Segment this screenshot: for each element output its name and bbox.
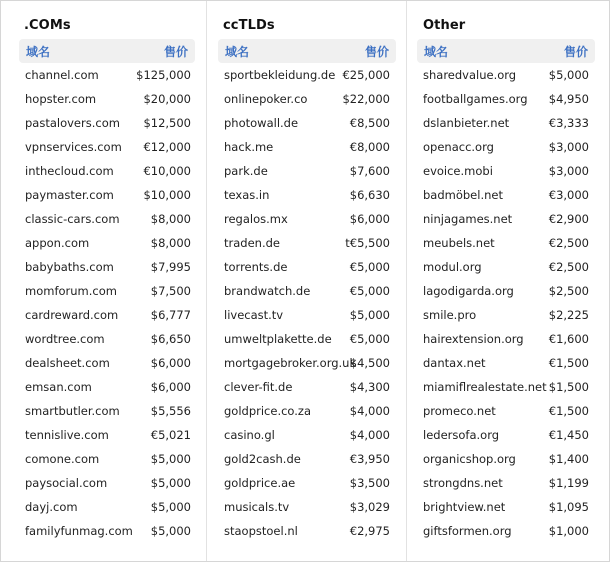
column-divider xyxy=(206,1,207,561)
header-price-label: 售价 xyxy=(364,45,389,59)
table-row xyxy=(25,327,191,351)
price-value: $6,000 xyxy=(150,356,191,370)
domain-link[interactable]: vpnservices.com xyxy=(25,140,122,154)
header-domain-label: 域名 xyxy=(424,45,449,59)
price-value: $5,000 xyxy=(150,524,191,538)
domain-link[interactable]: hairextension.org xyxy=(423,332,524,346)
table-row xyxy=(25,519,191,543)
domain-link[interactable]: momforum.com xyxy=(25,284,117,298)
price-value: $3,000 xyxy=(548,140,589,154)
table-row xyxy=(224,495,390,519)
domain-link[interactable]: sportbekleidung.de xyxy=(224,68,336,82)
header-domain-label: 域名 xyxy=(26,45,51,59)
domain-link[interactable]: familyfunmag.com xyxy=(25,524,133,538)
table-row xyxy=(224,375,390,399)
table-row xyxy=(224,111,390,135)
column-title: ccTLDs xyxy=(223,18,275,33)
domain-link[interactable]: smile.pro xyxy=(423,308,477,322)
table-row xyxy=(25,399,191,423)
domain-link[interactable]: staopstoel.nl xyxy=(224,524,298,538)
price-value: $7,500 xyxy=(150,284,191,298)
column-header xyxy=(218,39,396,63)
table-row xyxy=(423,63,589,87)
price-value: $8,000 xyxy=(150,236,191,250)
price-value: $1,000 xyxy=(548,524,589,538)
domain-link[interactable]: clever-fit.de xyxy=(224,380,293,394)
domain-link[interactable]: sharedvalue.org xyxy=(423,68,517,82)
domain-link[interactable]: gold2cash.de xyxy=(224,452,301,466)
table-row xyxy=(25,183,191,207)
table-row xyxy=(423,87,589,111)
header-price-label: 售价 xyxy=(163,45,188,59)
domain-link[interactable]: hopster.com xyxy=(25,92,97,106)
table-row xyxy=(423,471,589,495)
domain-link[interactable]: umweltplakette.de xyxy=(224,332,332,346)
price-value: $1,095 xyxy=(548,500,589,514)
table-row xyxy=(224,231,390,255)
table-row xyxy=(423,207,589,231)
price-value: $4,500 xyxy=(349,356,390,370)
domain-link[interactable]: cardreward.com xyxy=(25,308,119,322)
table-row xyxy=(423,255,589,279)
domain-link[interactable]: openacc.org xyxy=(423,140,494,154)
table-row xyxy=(224,519,390,543)
price-value: €1,450 xyxy=(548,428,589,442)
table-row xyxy=(423,303,589,327)
table-row xyxy=(25,447,191,471)
price-value: €5,000 xyxy=(349,332,390,346)
domain-link[interactable]: ninjagames.net xyxy=(423,212,513,226)
domain-link[interactable]: promeco.net xyxy=(423,404,496,418)
table-row xyxy=(423,375,589,399)
domain-link[interactable]: paymaster.com xyxy=(25,188,114,202)
price-value: €12,000 xyxy=(143,140,191,154)
table-row xyxy=(423,495,589,519)
table-row xyxy=(25,111,191,135)
price-value: $5,000 xyxy=(150,452,191,466)
domain-link[interactable]: badmöbel.net xyxy=(423,188,503,202)
price-value: €5,021 xyxy=(150,428,191,442)
price-value: $5,000 xyxy=(150,500,191,514)
table-row xyxy=(224,399,390,423)
domain-link[interactable]: lagodigarda.org xyxy=(423,284,514,298)
price-value: €1,600 xyxy=(548,332,589,346)
price-value: $4,950 xyxy=(548,92,589,106)
domain-list xyxy=(224,63,390,543)
domain-link[interactable]: inthecloud.com xyxy=(25,164,114,178)
domain-link[interactable]: ledersofa.org xyxy=(423,428,500,442)
domain-link[interactable]: strongdns.net xyxy=(423,476,503,490)
domain-link[interactable]: tennislive.com xyxy=(25,428,109,442)
price-value: $5,000 xyxy=(548,68,589,82)
domain-link[interactable]: goldprice.ae xyxy=(224,476,296,490)
domain-link[interactable]: meubels.net xyxy=(423,236,495,250)
table-row xyxy=(224,471,390,495)
price-value: $10,000 xyxy=(143,188,191,202)
table-row xyxy=(224,207,390,231)
domain-link[interactable]: mortgagebroker.org.uk xyxy=(224,356,357,370)
price-value: €1,500 xyxy=(548,356,589,370)
price-value: $3,000 xyxy=(548,164,589,178)
table-row xyxy=(25,87,191,111)
price-value: $1,199 xyxy=(548,476,589,490)
column-cctlds xyxy=(218,1,396,561)
price-value: €25,000 xyxy=(342,68,390,82)
domain-link[interactable]: channel.com xyxy=(25,68,99,82)
table-row xyxy=(25,279,191,303)
price-value: €8,500 xyxy=(349,116,390,130)
price-value: $3,500 xyxy=(349,476,390,490)
table-row xyxy=(224,135,390,159)
table-row xyxy=(25,495,191,519)
table-row xyxy=(25,471,191,495)
domain-link[interactable]: musicals.tv xyxy=(224,500,290,514)
table-row xyxy=(25,135,191,159)
domain-link[interactable]: dantax.net xyxy=(423,356,486,370)
table-row xyxy=(423,399,589,423)
table-row xyxy=(423,519,589,543)
table-row xyxy=(25,375,191,399)
table-row xyxy=(224,327,390,351)
price-value: $1,500 xyxy=(548,380,589,394)
price-value: €1,500 xyxy=(548,404,589,418)
table-row xyxy=(423,135,589,159)
domain-link[interactable]: pastalovers.com xyxy=(25,116,120,130)
table-row xyxy=(224,63,390,87)
price-value: $3,029 xyxy=(349,500,390,514)
domain-link[interactable]: wordtree.com xyxy=(25,332,105,346)
table-row xyxy=(25,351,191,375)
header-domain-label: 域名 xyxy=(225,45,250,59)
table-row xyxy=(423,111,589,135)
column-divider xyxy=(406,1,407,561)
domain-list xyxy=(25,63,191,543)
price-value: €10,000 xyxy=(143,164,191,178)
domain-link[interactable]: evoice.mobi xyxy=(423,164,493,178)
column-title: Other xyxy=(423,18,466,33)
table-row xyxy=(25,207,191,231)
price-value: $4,300 xyxy=(349,380,390,394)
column-coms xyxy=(19,1,195,561)
domain-link[interactable]: livecast.tv xyxy=(224,308,284,322)
price-value: €3,000 xyxy=(548,188,589,202)
domain-link[interactable]: miamiflrealestate.net xyxy=(423,380,547,394)
table-row xyxy=(25,423,191,447)
price-value: €2,975 xyxy=(349,524,390,538)
domain-link[interactable]: modul.org xyxy=(423,260,482,274)
column-header xyxy=(417,39,595,63)
domain-link[interactable]: emsan.com xyxy=(25,380,92,394)
price-value: $12,500 xyxy=(143,116,191,130)
domain-link[interactable]: hack.me xyxy=(224,140,274,154)
domain-link[interactable]: footballgames.org xyxy=(423,92,528,106)
price-value: €5,000 xyxy=(349,260,390,274)
domain-link[interactable]: regalos.mx xyxy=(224,212,288,226)
domain-link[interactable]: park.de xyxy=(224,164,268,178)
table-row xyxy=(423,447,589,471)
price-value: €5,000 xyxy=(349,284,390,298)
table-row xyxy=(423,327,589,351)
price-value: $6,000 xyxy=(349,212,390,226)
domain-link[interactable]: paysocial.com xyxy=(25,476,108,490)
table-row xyxy=(224,423,390,447)
price-value: $5,000 xyxy=(150,476,191,490)
price-value: $4,000 xyxy=(349,428,390,442)
table-row xyxy=(25,303,191,327)
table-row xyxy=(423,231,589,255)
column-other xyxy=(417,1,595,561)
table-row xyxy=(25,159,191,183)
domain-link[interactable]: onlinepoker.co xyxy=(224,92,308,106)
domain-link[interactable]: appon.com xyxy=(25,236,90,250)
domain-link[interactable]: traden.de xyxy=(224,236,280,250)
price-value: $6,777 xyxy=(150,308,191,322)
table-row xyxy=(224,279,390,303)
price-value: $20,000 xyxy=(143,92,191,106)
price-value: $125,000 xyxy=(136,68,191,82)
price-value: €8,000 xyxy=(349,140,390,154)
domain-link[interactable]: torrents.de xyxy=(224,260,288,274)
price-value: $2,500 xyxy=(548,284,589,298)
column-header xyxy=(19,39,195,63)
price-value: $2,225 xyxy=(548,308,589,322)
table-row xyxy=(224,87,390,111)
domain-link[interactable]: casino.gl xyxy=(224,428,275,442)
domain-link[interactable]: photowall.de xyxy=(224,116,299,130)
domain-link[interactable]: organicshop.org xyxy=(423,452,516,466)
table-row xyxy=(224,351,390,375)
price-value: $5,000 xyxy=(349,308,390,322)
price-value: $1,400 xyxy=(548,452,589,466)
table-row xyxy=(423,279,589,303)
price-value: $5,556 xyxy=(150,404,191,418)
price-value: €3,950 xyxy=(349,452,390,466)
table-row xyxy=(423,351,589,375)
domain-link[interactable]: comone.com xyxy=(25,452,100,466)
table-row xyxy=(224,183,390,207)
table-row xyxy=(423,183,589,207)
price-value: $6,000 xyxy=(150,380,191,394)
table-row xyxy=(224,159,390,183)
domain-link[interactable]: dealsheet.com xyxy=(25,356,110,370)
price-value: €2,500 xyxy=(548,260,589,274)
column-title: .COMs xyxy=(24,18,71,33)
header-price-label: 售价 xyxy=(563,45,588,59)
domain-link[interactable]: smartbutler.com xyxy=(25,404,120,418)
domain-link[interactable]: dslanbieter.net xyxy=(423,116,510,130)
table-row xyxy=(423,159,589,183)
table-row xyxy=(224,447,390,471)
domain-link[interactable]: goldprice.co.za xyxy=(224,404,312,418)
table-row xyxy=(224,255,390,279)
price-value: $6,650 xyxy=(150,332,191,346)
domain-link[interactable]: giftsformen.org xyxy=(423,524,512,538)
table-row xyxy=(25,231,191,255)
price-value: €2,500 xyxy=(548,236,589,250)
domain-link[interactable]: brandwatch.de xyxy=(224,284,311,298)
price-value: €2,900 xyxy=(548,212,589,226)
price-value: $4,000 xyxy=(349,404,390,418)
domain-list xyxy=(423,63,589,543)
price-value: €3,333 xyxy=(548,116,589,130)
price-value: $7,600 xyxy=(349,164,390,178)
price-value: t€5,500 xyxy=(345,236,390,250)
domain-link[interactable]: dayj.com xyxy=(25,500,78,514)
domain-link[interactable]: babybaths.com xyxy=(25,260,114,274)
domain-link[interactable]: brightview.net xyxy=(423,500,506,514)
table-row xyxy=(224,303,390,327)
table-row xyxy=(25,255,191,279)
price-value: $7,995 xyxy=(150,260,191,274)
table-row xyxy=(423,423,589,447)
table-row xyxy=(25,63,191,87)
price-value: $6,630 xyxy=(349,188,390,202)
domain-link[interactable]: classic-cars.com xyxy=(25,212,120,226)
price-value: $8,000 xyxy=(150,212,191,226)
price-value: $22,000 xyxy=(342,92,390,106)
domain-link[interactable]: texas.in xyxy=(224,188,270,202)
